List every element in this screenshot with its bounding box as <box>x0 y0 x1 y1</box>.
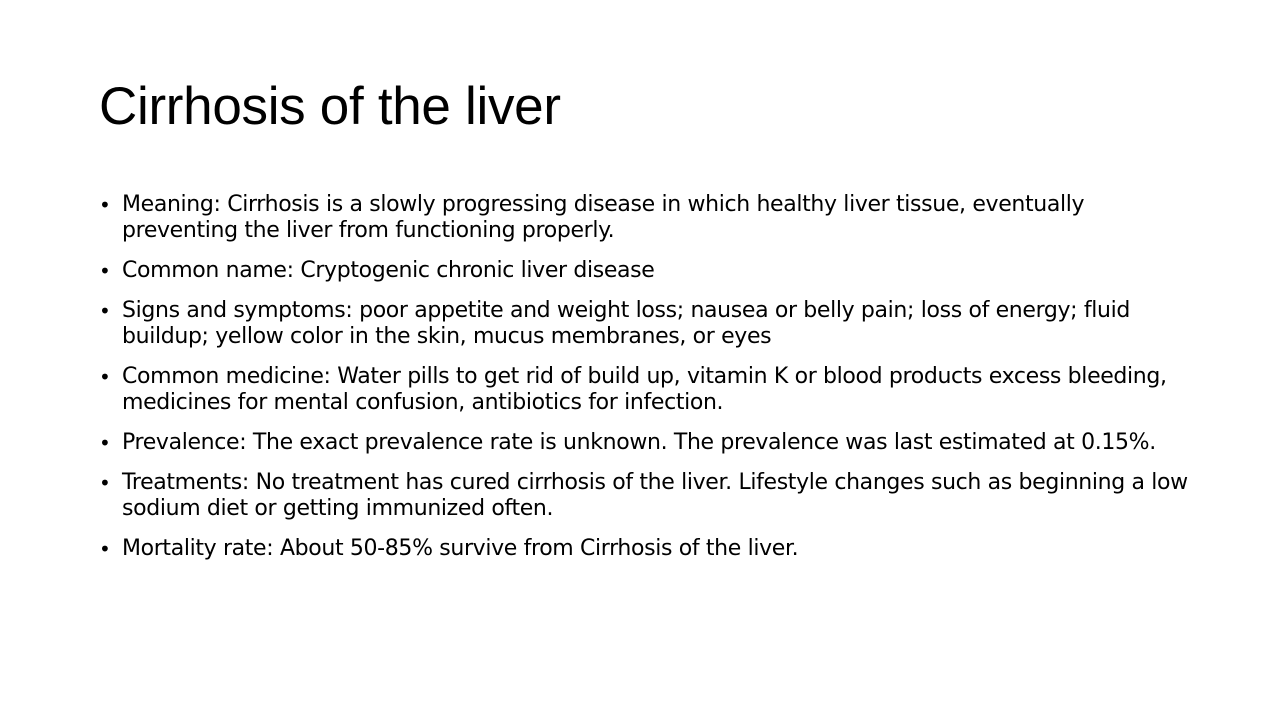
bullet-text: Treatments: No treatment has cured cirrhosis of the liver. Lifestyle changes such as beginning a low sodium diet or getting immunized often. <box>122 470 1188 521</box>
bullet-text: Meaning: Cirrhosis is a slowly progressing disease in which healthy liver tissue, eventually preventing the liver from functioning properly. <box>122 192 1085 243</box>
bullet-dot-icon: • <box>99 537 111 561</box>
bullet-common-medicine <box>99 364 1199 416</box>
bullet-mortality-rate <box>99 536 1199 562</box>
bullet-text: Mortality rate: About 50-85% survive from Cirrhosis of the liver. <box>122 536 799 561</box>
bullet-treatments <box>99 470 1199 522</box>
bullet-text: Common name: Cryptogenic chronic liver disease <box>122 258 655 283</box>
bullet-text: Signs and symptoms: poor appetite and weight loss; nausea or belly pain; loss of energy; fluid buildup; yellow color in the skin, mucus membranes, or eyes <box>122 298 1131 349</box>
bullet-dot-icon: • <box>99 259 111 283</box>
bullet-dot-icon: • <box>99 471 111 495</box>
bullet-dot-icon: • <box>99 299 111 323</box>
bullet-common-name <box>99 258 1199 284</box>
slide-title: Cirrhosis of the liver <box>99 77 561 136</box>
bullet-signs-symptoms <box>99 298 1199 350</box>
bullet-prevalence <box>99 430 1199 456</box>
bullet-dot-icon: • <box>99 193 111 217</box>
bullet-dot-icon: • <box>99 365 111 389</box>
bullet-text: Common medicine: Water pills to get rid of build up, vitamin K or blood products excess bleeding, medicines for mental confusion, antibiotics for infection. <box>122 364 1167 415</box>
bullet-list <box>99 192 1199 576</box>
bullet-text: Prevalence: The exact prevalence rate is unknown. The prevalence was last estimated at 0.15%. <box>122 430 1156 455</box>
bullet-dot-icon: • <box>99 431 111 455</box>
bullet-meaning <box>99 192 1199 244</box>
